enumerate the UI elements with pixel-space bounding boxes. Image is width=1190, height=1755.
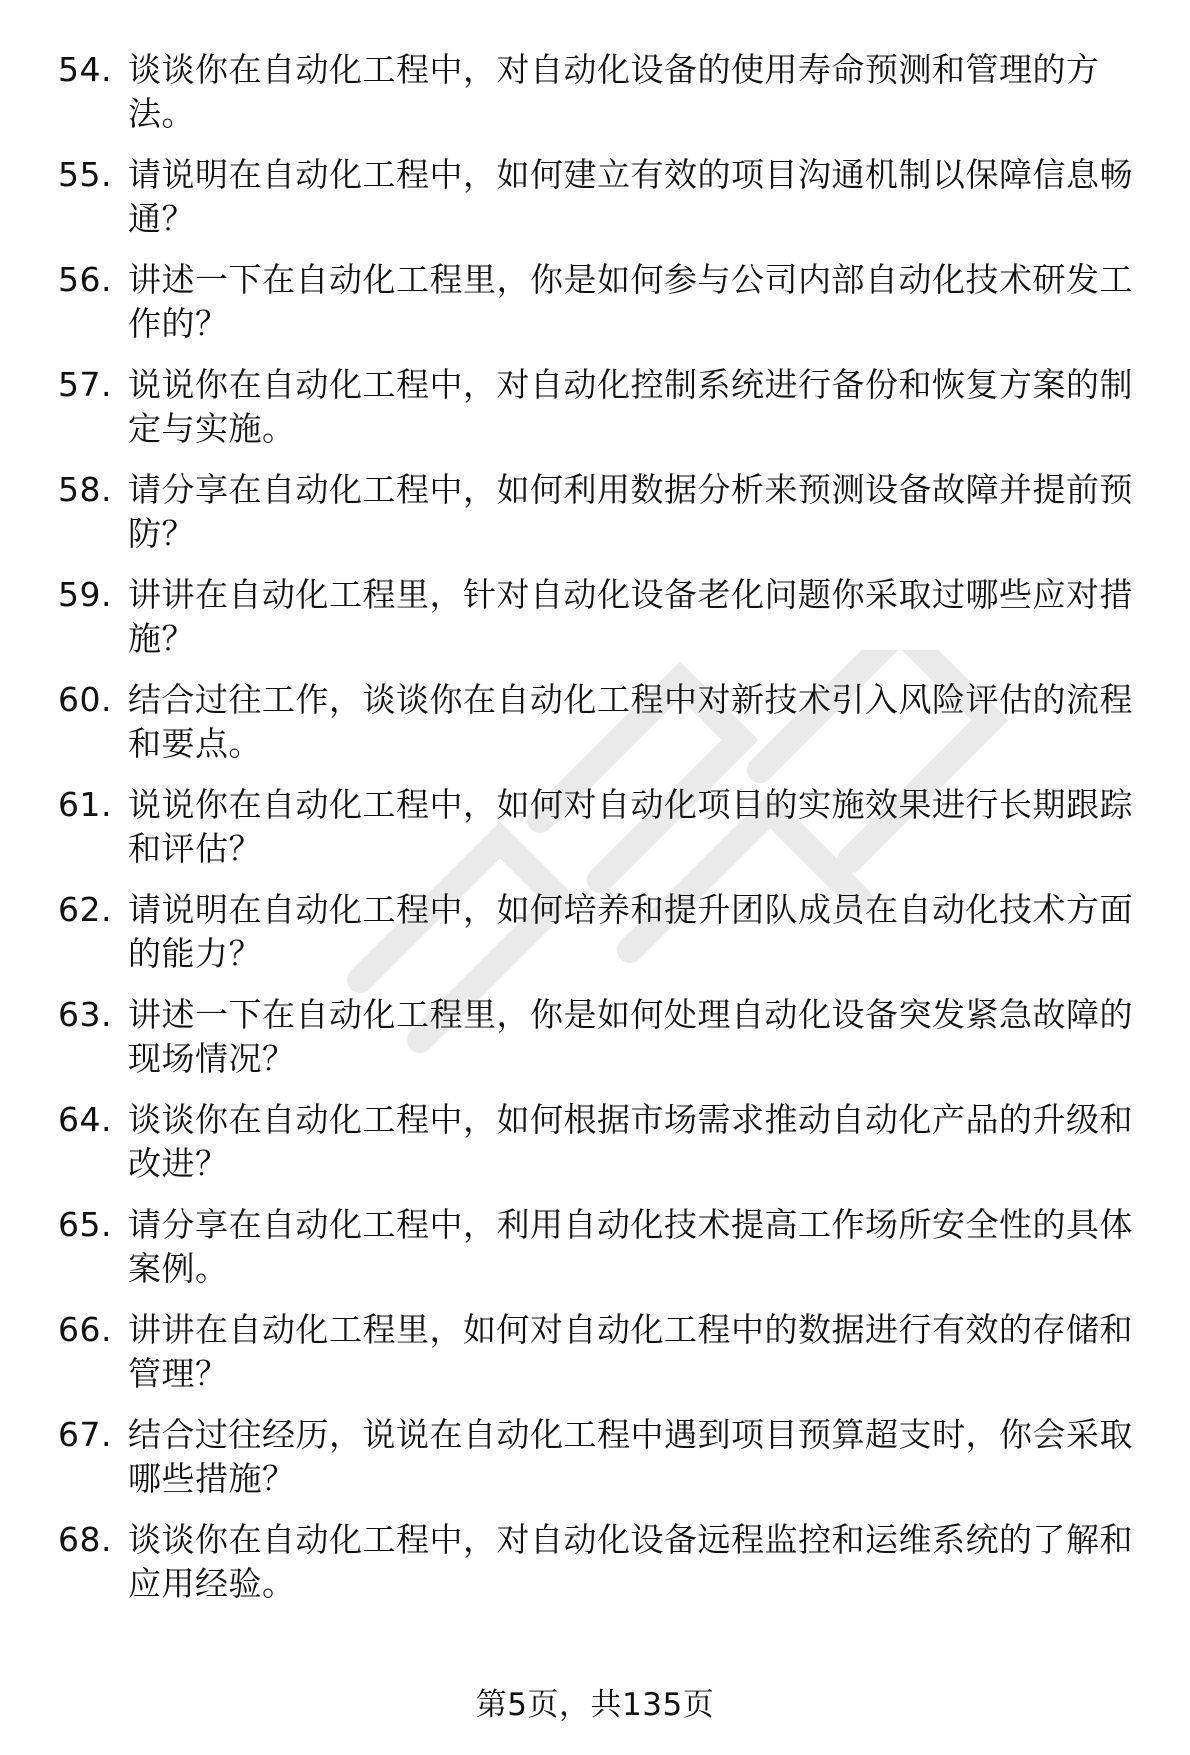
question-number: 61. — [58, 785, 112, 824]
list-item — [58, 1413, 1148, 1501]
list-item — [58, 48, 1148, 136]
question-text: 谈谈你在自动化工程中，对自动化设备的使用寿命预测和管理的方法。 — [128, 50, 1100, 133]
question-number: 63. — [58, 995, 112, 1034]
list-item — [58, 468, 1148, 556]
question-number: 54. — [58, 50, 112, 89]
list-item — [58, 1518, 1148, 1606]
list-item — [58, 573, 1148, 661]
question-number: 56. — [58, 260, 112, 299]
question-text: 结合过往经历，说说在自动化工程中遇到项目预算超支时，你会采取哪些措施？ — [128, 1415, 1133, 1498]
question-number: 66. — [58, 1310, 112, 1349]
list-item — [58, 888, 1148, 976]
question-text: 请说明在自动化工程中，如何建立有效的项目沟通机制以保障信息畅通？ — [128, 155, 1133, 238]
list-item — [58, 678, 1148, 766]
question-number: 62. — [58, 890, 112, 929]
question-text: 说说你在自动化工程中，如何对自动化项目的实施效果进行长期跟踪和评估？ — [128, 785, 1133, 868]
list-item — [58, 1308, 1148, 1396]
question-text: 谈谈你在自动化工程中，对自动化设备远程监控和运维系统的了解和应用经验。 — [128, 1520, 1133, 1603]
question-number: 59. — [58, 575, 112, 614]
question-number: 55. — [58, 155, 112, 194]
question-number: 60. — [58, 680, 112, 719]
list-item — [58, 993, 1148, 1081]
question-number: 57. — [58, 365, 112, 404]
question-text: 讲述一下在自动化工程里，你是如何处理自动化设备突发紧急故障的现场情况？ — [128, 995, 1133, 1078]
list-item — [58, 153, 1148, 241]
question-number: 64. — [58, 1100, 112, 1139]
list-item — [58, 1098, 1148, 1186]
question-number: 58. — [58, 470, 112, 509]
question-number: 65. — [58, 1205, 112, 1244]
question-text: 请说明在自动化工程中，如何培养和提升团队成员在自动化技术方面的能力？ — [128, 890, 1133, 973]
question-text: 谈谈你在自动化工程中，如何根据市场需求推动自动化产品的升级和改进？ — [128, 1100, 1133, 1183]
question-number: 68. — [58, 1520, 112, 1559]
question-number: 67. — [58, 1415, 112, 1454]
question-text: 请分享在自动化工程中，利用自动化技术提高工作场所安全性的具体案例。 — [128, 1205, 1133, 1288]
list-item — [58, 1203, 1148, 1291]
question-text: 说说你在自动化工程中，对自动化控制系统进行备份和恢复方案的制定与实施。 — [128, 365, 1133, 448]
question-text: 讲述一下在自动化工程里，你是如何参与公司内部自动化技术研发工作的？ — [128, 260, 1133, 343]
question-text: 结合过往工作，谈谈你在自动化工程中对新技术引入风险评估的流程和要点。 — [128, 680, 1133, 763]
list-item — [58, 363, 1148, 451]
question-text: 讲讲在自动化工程里，如何对自动化工程中的数据进行有效的存储和管理？ — [128, 1310, 1133, 1393]
question-list — [58, 48, 1148, 1623]
question-text: 请分享在自动化工程中，如何利用数据分析来预测设备故障并提前预防？ — [128, 470, 1133, 553]
list-item — [58, 783, 1148, 871]
question-text: 讲讲在自动化工程里，针对自动化设备老化问题你采取过哪些应对措施？ — [128, 575, 1133, 658]
page-footer: 第5页，共135页 — [475, 1687, 715, 1723]
list-item — [58, 258, 1148, 346]
